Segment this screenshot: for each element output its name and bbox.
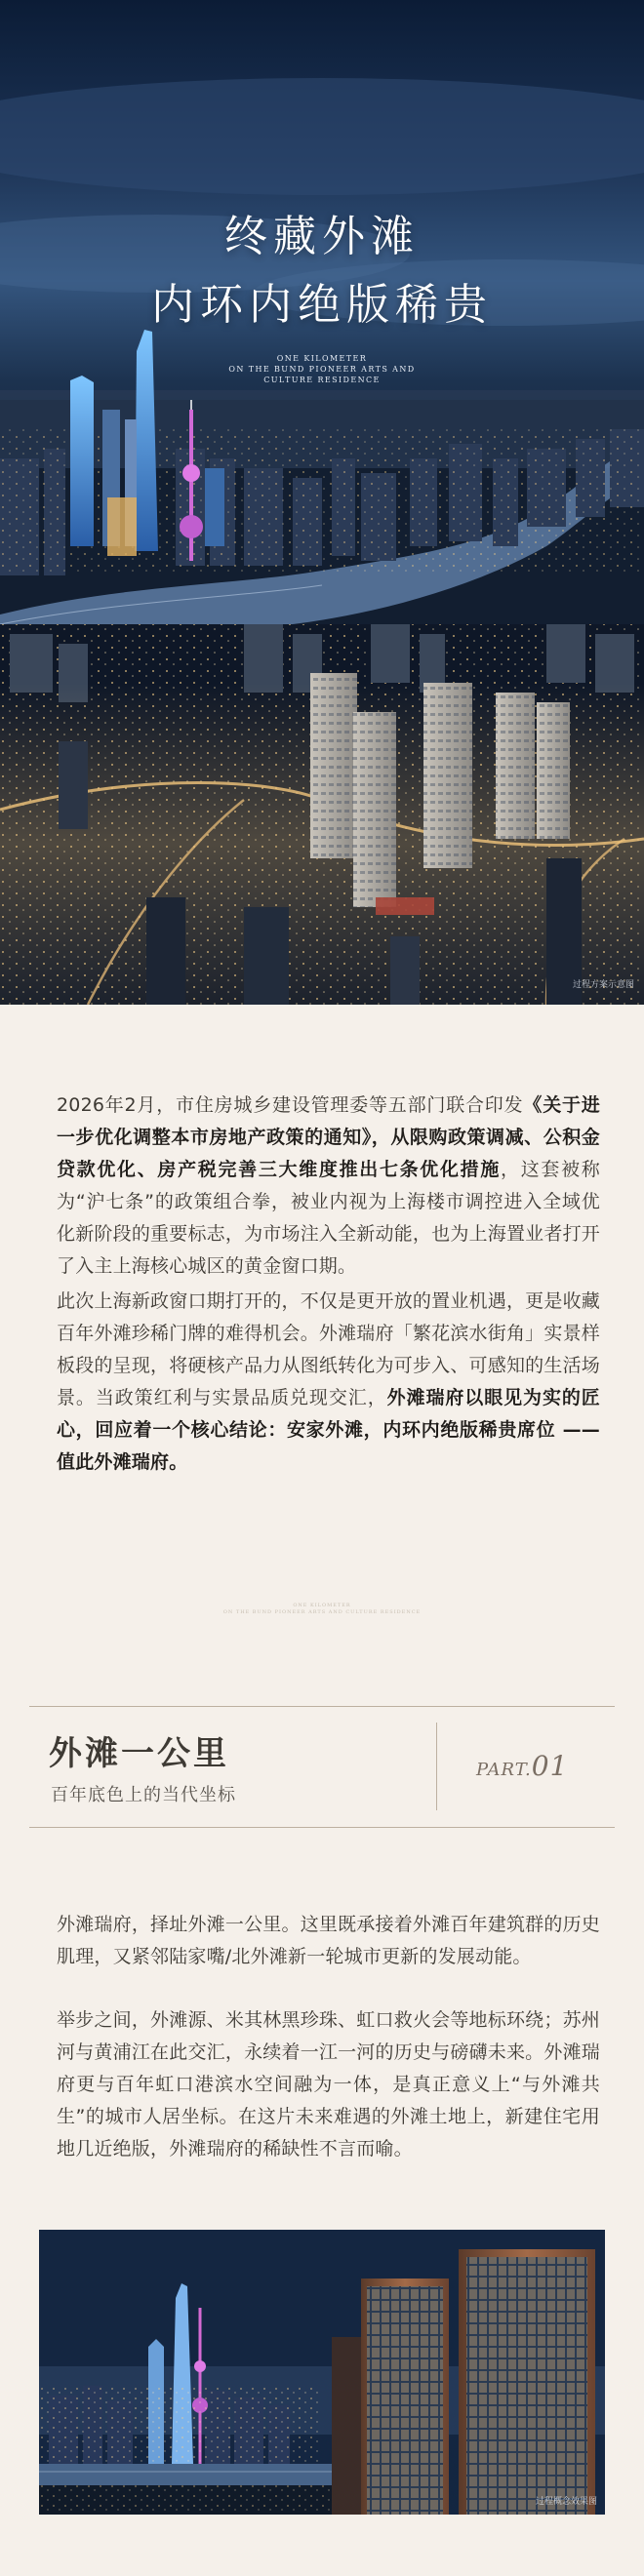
section-title: 外滩一公里 bbox=[49, 1734, 229, 1773]
intro-p2-body: 此次上海新政窗口期打开的，不仅是更开放的置业机遇，更是收藏百年外滩珍稀门牌的难得机会。外滩瑞府「繁花滨水街角」实景样板段的呈现，将硬核产品力从图纸转化为可步入、可感知的生活场景。当政策红利与实景品质兑现交汇， bbox=[57, 1290, 600, 1408]
hero-title-line2: 内环内绝版稀贵 bbox=[151, 280, 493, 330]
intro-paragraph-2 bbox=[57, 1286, 600, 1479]
intro-p1-policy-highlight: 《关于进一步优化调整本市房地产政策的通知》，从限购政策调减、公积金贷款优化、房产税完善三大维度推出七条优化措施 bbox=[57, 1094, 600, 1180]
section-subtitle: 百年底色上的当代坐标 bbox=[51, 1785, 236, 1805]
bund-render-image bbox=[39, 2230, 605, 2515]
hero-aerial-image bbox=[0, 0, 644, 1005]
body-paragraph-2: 举步之间，外滩源、米其林黑珍珠、虹口救火会等地标环绕；苏州河与黄浦江在此交汇，永续着一江一河的历史与磅礴未来。外滩瑞府更与百年虹口港滨水空间融为一体，是真正意义上“与外滩共生”的城市人居坐标。在这片未来难遇的外滩土地上，新建住宅用地几近绝版，外滩瑞府的稀缺性不言而喻。 bbox=[57, 2009, 600, 2160]
watermark-line2: ON THE BUND PIONEER ARTS AND CULTURE RESIDENCE bbox=[222, 1609, 422, 1615]
intro-p1-lead: 2026年2月，市住房城乡建设管理委等五部门联合印发 bbox=[57, 1094, 524, 1116]
hero-subtitle-line2: ON THE BUND PIONEER ARTS AND bbox=[228, 365, 416, 374]
hero-render-note: 过程方案示意图 bbox=[572, 980, 634, 990]
bottom-render-note: 过程概念效果图 bbox=[535, 2497, 597, 2507]
hero-subtitle-line3: CULTURE RESIDENCE bbox=[263, 376, 381, 384]
intro-p1-tail: ，这套被称为“沪七条”的政策组合拳，被业内视为上海楼市调控进入全域优化新阶段的重要标志，为市场注入全新动能，也为上海置业者打开了入主上海核心城区的黄金窗口期。 bbox=[57, 1159, 600, 1277]
part-prefix: PART. bbox=[476, 1760, 532, 1780]
watermark-line1: ONE KILOMETER bbox=[293, 1603, 351, 1608]
hero-subtitle-line1: ONE KILOMETER bbox=[276, 354, 368, 363]
part-label bbox=[476, 1750, 568, 1782]
hero-title-line1: 终藏外滩 bbox=[224, 212, 420, 261]
bund-render-illustration bbox=[39, 2230, 605, 2515]
section-bottom-rule bbox=[29, 1827, 615, 1828]
section-vertical-divider bbox=[436, 1723, 437, 1810]
section-top-rule bbox=[29, 1706, 615, 1707]
part-number: 01 bbox=[531, 1750, 569, 1782]
intro-paragraph-1 bbox=[57, 1090, 600, 1283]
intro-p2-conclusion-highlight: 外滩瑞府以眼见为实的匠心，回应着一个核心结论：安家外滩，内环内绝版稀贵席位 —— 值此外滩瑞府。 bbox=[57, 1387, 601, 1473]
body-paragraph-1: 外滩瑞府，择址外滩一公里。这里既承接着外滩百年建筑群的历史肌理，又紧邻陆家嘴/北外滩新一轮城市更新的发展动能。 bbox=[57, 1914, 600, 1967]
city-skyline-illustration bbox=[0, 0, 644, 1005]
